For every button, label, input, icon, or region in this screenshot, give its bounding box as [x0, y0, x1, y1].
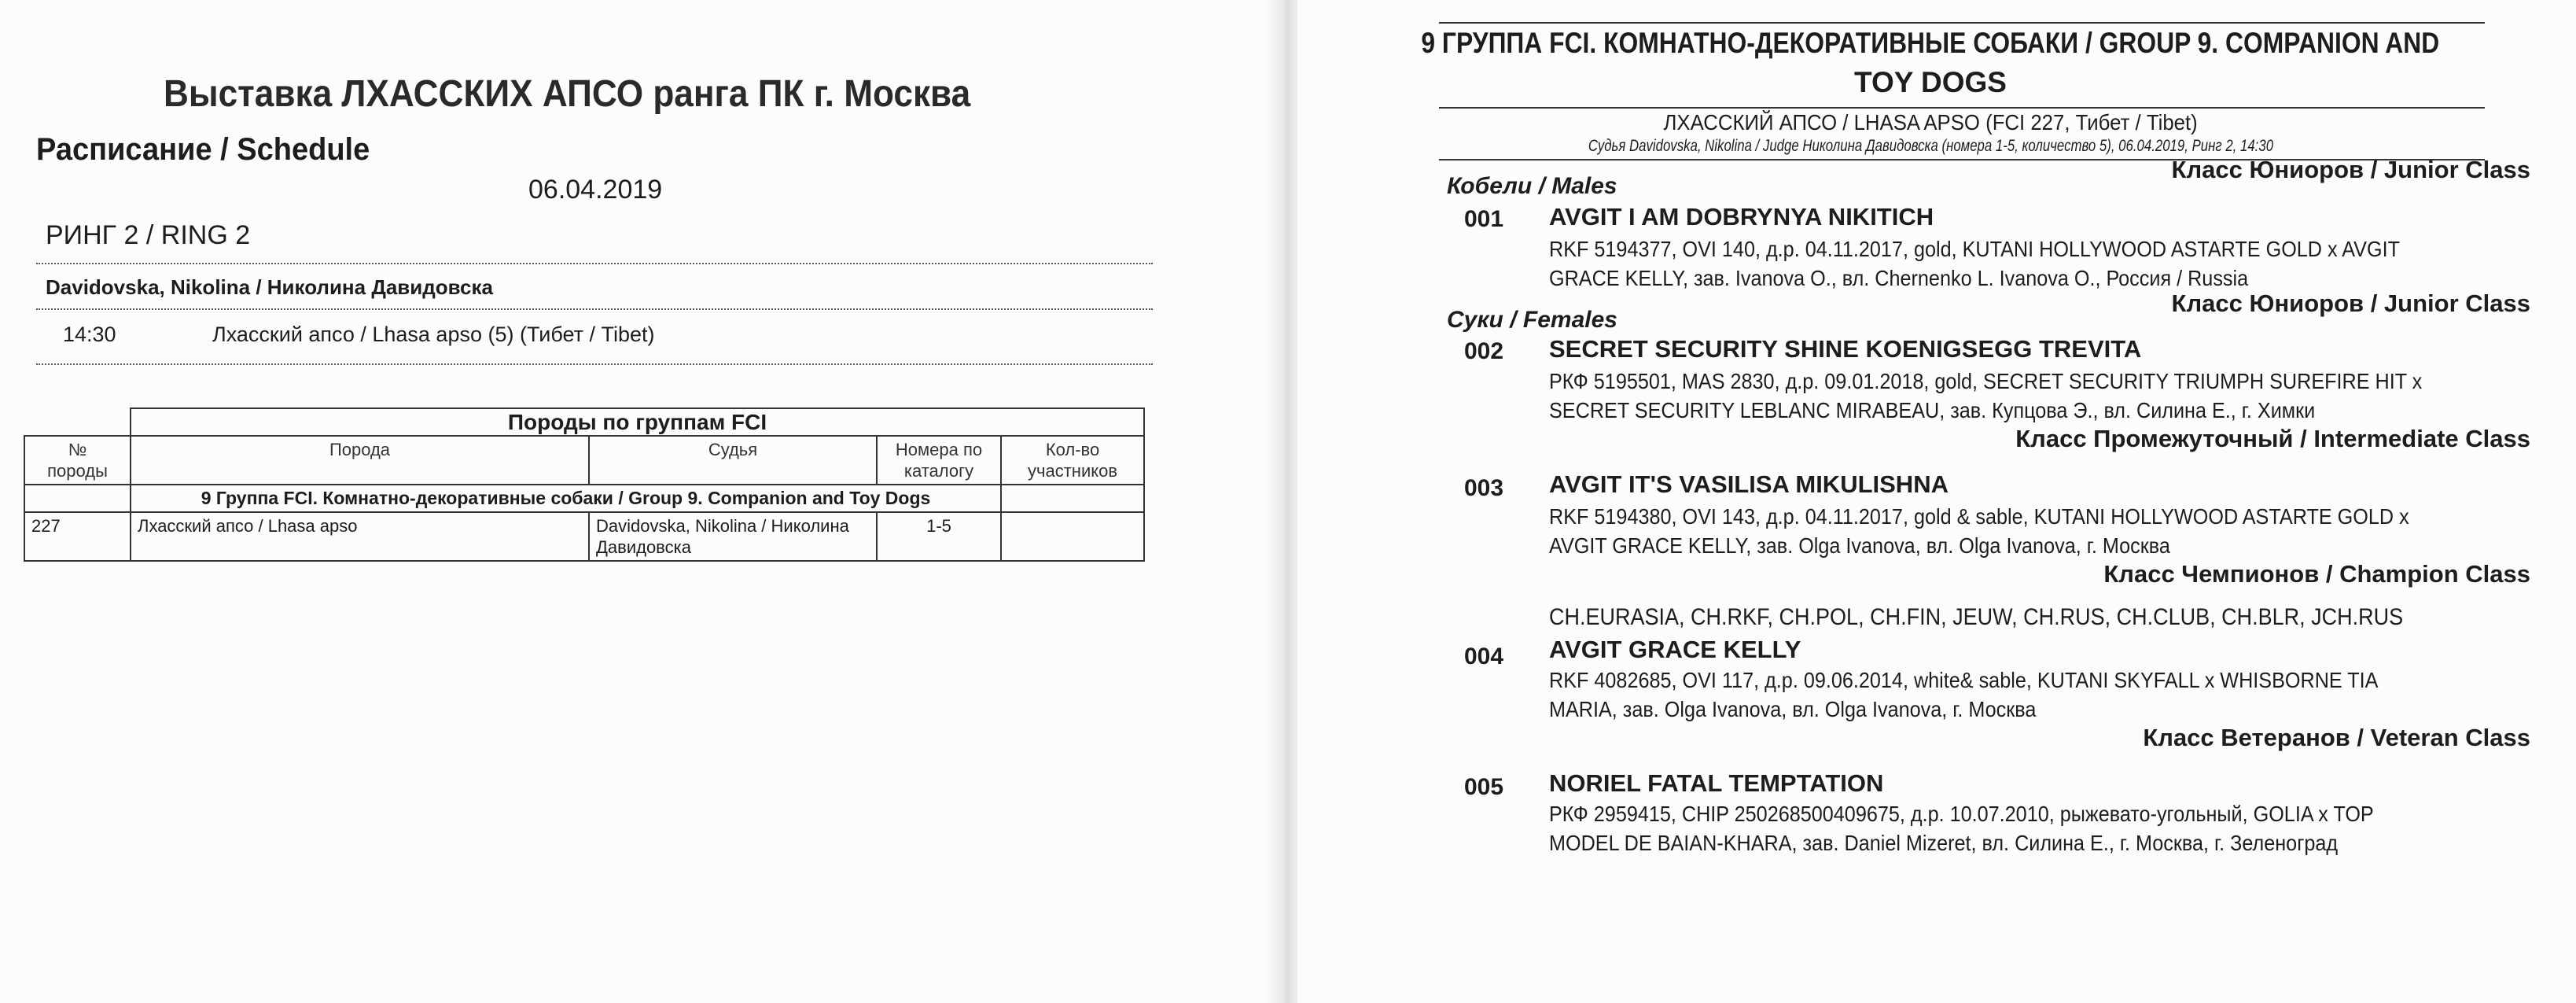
- right-page: [1297, 0, 2576, 1003]
- schedule-heading: Расписание / Schedule: [36, 132, 370, 167]
- table-caption-row: [24, 408, 1144, 436]
- table-header-row: [24, 436, 1144, 485]
- group-label: 9 Группа FCI. Комнатно-декоративные собаки / Group 9. Companion and Toy Dogs: [131, 485, 1001, 512]
- schedule-breed: Лхасский апсо / Lhasa apso (5) (Тибет / Tibet): [212, 323, 655, 346]
- cell-judge: Davidovska, Nikolina / Николина Давидовска: [589, 512, 877, 561]
- dog-details: РКФ 5195501, MAS 2830, д.р. 09.01.2018, gold, SECRET SECURITY TRIUMPH SUREFIRE HIT x SECRET SECURITY LEBLANC MIRABEAU, зав. Купцова Э., вл. Силина Е., г. Химки: [1549, 369, 2423, 422]
- dog-details: РКФ 2959415, CHIP 250268500409675, д.р. 10.07.2010, рыжевато-угольный, GOLIA x TOP MODEL DE BAIAN-KHARA, зав. Daniel Mizeret, вл. Силина Е., г. Москва, г. Зеленоград: [1549, 802, 2374, 855]
- class-heading-junior-males: Класс Юниоров / Junior Class: [2171, 156, 2530, 183]
- cell-catalog-numbers: 1-5: [877, 512, 1001, 561]
- show-title: Выставка ЛХАССКИХ АПСО ранга ПК г. Москва: [164, 73, 971, 115]
- judge-subheading: Судья Davidovska, Nikolina / Judge Николина Давидовска (номера 1-5, количество 5), 06.04.2019, Ринг 2, 14:30: [1588, 137, 2273, 155]
- table-row: [24, 512, 1144, 561]
- cell-breed-number: 227: [24, 512, 131, 561]
- group-title: 9 ГРУППА FCI. КОМНАТНО-ДЕКОРАТИВНЫЕ СОБАКИ / GROUP 9. COMPANION AND: [1421, 27, 2440, 59]
- divider: [36, 263, 1153, 264]
- dog-name: AVGIT I AM DOBRYNYA NIKITICH: [1549, 203, 1934, 230]
- ring-label: РИНГ 2 / RING 2: [46, 220, 251, 250]
- group-title-continued: TOY DOGS: [1854, 66, 2007, 98]
- dog-name: SECRET SECURITY SHINE KOENIGSEGG TREVITA: [1549, 335, 2142, 363]
- dog-details: RKF 5194377, OVI 140, д.р. 04.11.2017, gold, KUTANI HOLLYWOOD ASTARTE GOLD x AVGIT GRACE KELLY, зав. Ivanova O., вл. Chernenko L. Ivanova O., Россия / Russia: [1549, 237, 2400, 290]
- rule: [1439, 107, 2485, 109]
- class-heading-champion: Класс Чемпионов / Champion Class: [2103, 560, 2530, 588]
- cell-participant-count: [1001, 512, 1144, 561]
- males-heading: Кобели / Males: [1447, 173, 1617, 199]
- header-breed-number: № породы: [24, 436, 131, 485]
- dog-name: NORIEL FATAL TEMPTATION: [1549, 769, 1884, 797]
- divider: [36, 308, 1153, 310]
- champion-titles: CH.EURASIA, CH.RKF, CH.POL, CH.FIN, JEUW, CH.RUS, CH.CLUB, CH.BLR, JCH.RUS: [1549, 604, 2404, 630]
- judge-name: Davidovska, Nikolina / Николина Давидовска: [46, 275, 493, 299]
- catalog-number: 005: [1464, 774, 1504, 800]
- show-date: 06.04.2019: [528, 175, 663, 205]
- class-heading-veteran: Класс Ветеранов / Veteran Class: [2143, 724, 2530, 751]
- cell-breed: Лхасский апсо / Lhasa apso: [131, 512, 589, 561]
- dog-details: RKF 4082685, OVI 117, д.р. 09.06.2014, white& sable, KUTANI SKYFALL x WHISBORNE TIA MARIA, зав. Olga Ivanova, вл. Olga Ivanova, г. Москва: [1549, 668, 2379, 721]
- catalog-number: 002: [1464, 338, 1504, 364]
- dog-name: AVGIT IT'S VASILISA MIKULISHNA: [1549, 470, 1949, 498]
- dog-details: RKF 5194380, OVI 143, д.р. 04.11.2017, gold & sable, KUTANI HOLLYWOOD ASTARTE GOLD x AVGIT GRACE KELLY, зав. Olga Ivanova, вл. Olga Ivanova, г. Москва: [1549, 504, 2409, 558]
- catalog-number: 001: [1464, 206, 1504, 232]
- catalog-number: 004: [1464, 643, 1504, 669]
- header-catalog-numbers: Номера по каталогу: [877, 436, 1001, 485]
- fci-groups-table: [24, 407, 1145, 562]
- schedule-time: 14:30: [63, 323, 116, 346]
- dog-name: AVGIT GRACE KELLY: [1549, 636, 1801, 663]
- catalog-number: 003: [1464, 475, 1504, 501]
- table-group-row: [24, 485, 1144, 512]
- class-heading-junior-females: Класс Юниоров / Junior Class: [2171, 289, 2530, 317]
- header-breed: Порода: [131, 436, 589, 485]
- left-page: [0, 0, 1282, 1003]
- females-heading: Суки / Females: [1447, 307, 1617, 333]
- breed-heading: ЛХАССКИЙ АПСО / LHASA APSO (FCI 227, Тибет / Tibet): [1663, 110, 2198, 135]
- header-judge: Судья: [589, 436, 877, 485]
- class-heading-intermediate: Класс Промежуточный / Intermediate Class: [2015, 425, 2530, 452]
- divider: [36, 363, 1153, 365]
- rule: [1439, 22, 2485, 24]
- header-participant-count: Кол-во участников: [1001, 436, 1144, 485]
- table-caption: Породы по группам FCI: [131, 408, 1144, 436]
